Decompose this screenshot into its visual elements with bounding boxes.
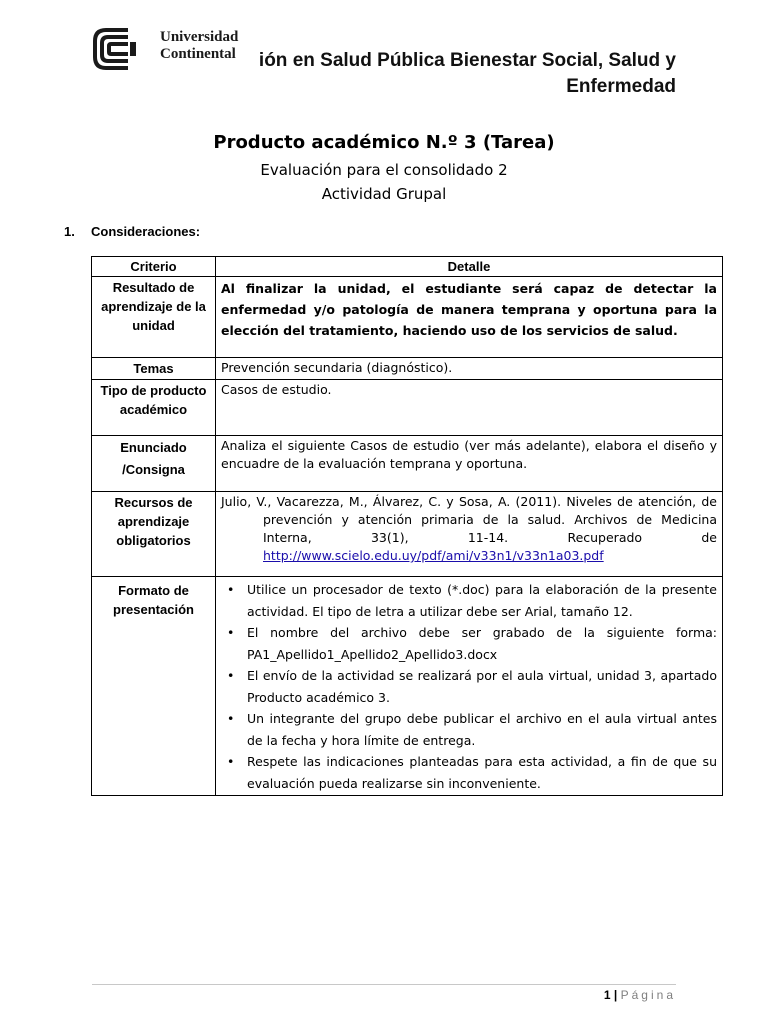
table-row [92,358,723,380]
page-label: Página [620,988,676,1002]
considerations-table [91,256,723,796]
detalle-cell: Al finalizar la unidad, el estudiante será capaz de detectar la enfermedad y/o patología de manera temprana y oportuna para la elección del tratamiento, haciendo uso de los servicios de salud. [216,277,723,358]
table-row [92,277,723,358]
university-logo-mark-icon [92,26,152,72]
criterio-cell: Recursos de aprendizaje obligatorios [92,492,216,577]
column-header-detalle: Detalle [216,257,723,277]
header-title [232,48,676,100]
detalle-cell: Prevención secundaria (diagnóstico). [216,358,723,380]
table-row [92,492,723,577]
page-number: 1 [603,988,611,1002]
logo-line-2: Continental [160,46,236,62]
criterio-cell: Temas [92,358,216,380]
criterio-cell: Enunciado /Consigna [92,436,216,492]
section-number: 1. [64,224,75,239]
list-item: • Utilice un procesador de texto (*.doc) para la elaboración de la presente actividad. El tipo de letra a utilizar debe ser Arial, tamaño 12. [247,579,717,622]
list-item: • El nombre del archivo debe ser grabado de la siguiente forma: PA1_Apellido1_Apellido2_Apellido3.docx [247,622,717,665]
header-title-line-1: ión en Salud Pública Bienestar Social, Salud y [258,50,676,71]
document-subtitle-1: Evaluación para el consolidado 2 [260,161,508,179]
table-header-row [92,257,723,277]
table-row [92,577,723,796]
criterio-cell: Formato de presentación [92,577,216,796]
footer-separator: | [613,988,618,1002]
table-row [92,380,723,436]
section-heading [64,224,200,239]
criterio-cell: Resultado de aprendizaje de la unidad [92,277,216,358]
list-item: • Respete las indicaciones planteadas para esta actividad, a fin de que su evaluación pueda realizarse sin inconveniente. [247,751,717,794]
reference-link[interactable]: http://www.scielo.edu.uy/pdf/ami/v33n1/v33n1a03.pdf [263,548,604,563]
document-titles [0,130,768,206]
list-item: • El envío de la actividad se realizará por el aula virtual, unidad 3, apartado Producto académico 3. [247,665,717,708]
criterio-cell: Tipo de producto académico [92,380,216,436]
university-logo-text [160,29,238,63]
reference-text: Julio, V., Vacarezza, M., Álvarez, C. y Sosa, A. (2011). Niveles de atención, de prevención y atención primaria de la salud. Archivos de Medicina Interna, 33(1), 11-14. Recuperado de [221,494,717,545]
university-logo [92,26,252,72]
column-header-criterio: Criterio [92,257,216,277]
detalle-cell: Casos de estudio. [216,380,723,436]
section-label: Consideraciones: [91,224,201,239]
page-footer [604,988,676,1002]
format-bullet-list [221,579,717,794]
reference-citation [221,493,717,565]
table-row [92,436,723,492]
document-subtitle-2: Actividad Grupal [321,185,447,203]
footer-divider [92,984,676,985]
header-title-line-2: Enfermedad [566,76,676,97]
detalle-cell: Analiza el siguiente Casos de estudio (ver más adelante), elabora el diseño y encuadre de la evaluación temprana y oportuna. [216,436,723,492]
document-title: Producto académico N.º 3 (Tarea) [213,132,555,153]
detalle-cell [216,577,723,796]
logo-line-1: Universidad [160,29,239,45]
list-item: • Un integrante del grupo debe publicar el archivo en el aula virtual antes de la fecha y hora límite de entrega. [247,708,717,751]
detalle-cell [216,492,723,577]
